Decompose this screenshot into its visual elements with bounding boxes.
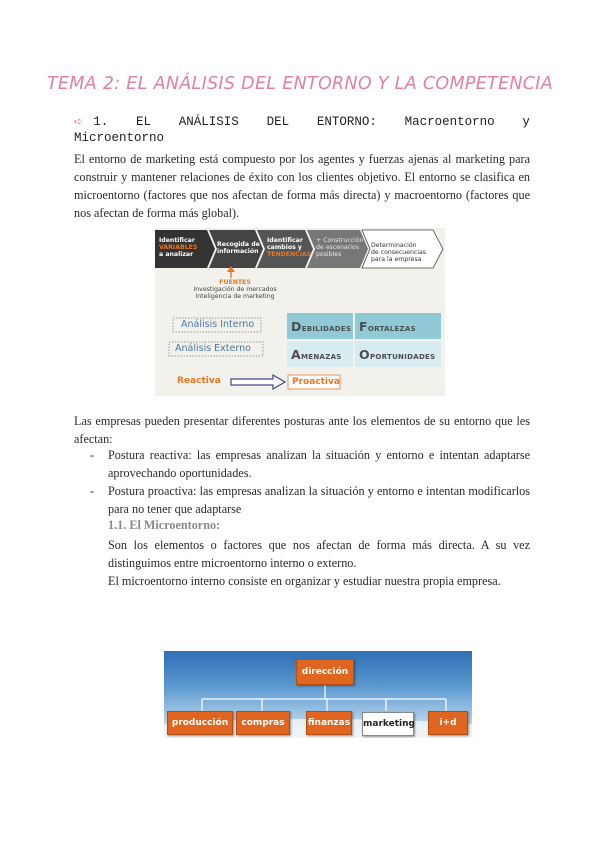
step1-label: a analizar xyxy=(159,251,194,258)
list-item xyxy=(74,482,530,518)
step3-label: Identificar xyxy=(267,237,303,244)
step4-label: + Construcción xyxy=(316,237,364,244)
org-box-compras: compras xyxy=(236,711,290,735)
heading-word: Macroentorno xyxy=(404,115,495,129)
swot-debilidades: DEBILIDADES xyxy=(291,319,352,334)
step2-label: información xyxy=(217,248,259,255)
step5-label: para la empresa xyxy=(371,256,422,263)
bullet-dash: - xyxy=(90,448,95,462)
fuentes-item: Investigación de mercados xyxy=(193,286,277,293)
heading-word: DEL xyxy=(266,115,290,129)
bullet-dash: - xyxy=(90,484,95,498)
reactiva-label: Reactiva xyxy=(177,376,221,386)
step5-label: de consecuencias xyxy=(371,249,427,256)
bullet-list xyxy=(74,446,530,518)
swot-fortalezas: FORTALEZAS xyxy=(359,319,416,334)
fuentes-label: FUENTES xyxy=(219,279,251,286)
analysis-diagram xyxy=(155,228,445,396)
heading-word: ANÁLISIS xyxy=(178,115,239,129)
step3-label: TENDENCIAS xyxy=(267,251,312,258)
step5-label: Determinación xyxy=(371,242,417,249)
paragraph-interno: El microentorno interno consiste en organizar y estudiar nuestra propia empresa. xyxy=(108,574,501,588)
step3-label: cambios y xyxy=(267,244,302,251)
section-heading xyxy=(74,114,530,146)
proactiva-label: Proactiva xyxy=(292,377,340,387)
step1-label: Identificar xyxy=(159,237,195,244)
org-box-finanzas: finanzas xyxy=(306,711,352,735)
arrow-right-icon: ➪ xyxy=(74,115,84,128)
analisis-interno-label: Análisis Interno xyxy=(181,319,255,330)
step2-label: Recogida de xyxy=(217,241,260,248)
list-item xyxy=(74,446,530,482)
fuentes-item: Inteligencia de marketing xyxy=(195,293,275,300)
org-box-marketing: marketing xyxy=(362,712,414,736)
step1-label: VARIABLES xyxy=(159,244,198,251)
heading-number: 1. xyxy=(93,115,109,129)
heading-word: y xyxy=(522,115,530,129)
bullet-text: Postura proactiva: las empresas analizan la situación y entorno e intentan modificarlos para no tener que adaptarse xyxy=(108,484,530,516)
subsection-heading: 1.1. El Microentorno: xyxy=(108,518,221,532)
page-title: TEMA 2: EL ANÁLISIS DEL ENTORNO Y LA COMPETENCIA xyxy=(46,74,554,94)
heading-word: Microentorno xyxy=(74,131,165,145)
analisis-externo-label: Análisis Externo xyxy=(175,343,251,354)
heading-word: EL xyxy=(136,115,152,129)
paragraph-posturas: Las empresas pueden presentar diferentes posturas ante los elementos de su entorno que les afectan: xyxy=(74,414,530,446)
paragraph-microentorno: Son los elementos o factores que nos afectan de forma más directa. A su vez distinguimos entre microentorno interno o externo. xyxy=(108,538,530,570)
step4-label: de escenarios xyxy=(316,244,359,251)
paragraph-intro: El entorno de marketing está compuesto por los agentes y fuerzas ajenas al marketing para construir y mantener relaciones de éxito con los clientes objetivo. El entorno se clasifica en microentorno (factores que nos afectan de forma más directa) y macroentorno (factores que nos afectan de forma más global). xyxy=(74,152,530,220)
org-box-produccion: producción xyxy=(167,711,233,735)
heading-word: ENTORNO: xyxy=(316,115,377,129)
swot-amenazas: AMENAZAS xyxy=(291,347,342,362)
bullet-text: Postura reactiva: las empresas analizan la situación y entorno e intentan adaptarse aprovechando oportunidades. xyxy=(108,448,530,480)
swot-oportunidades: OPORTUNIDADES xyxy=(359,347,436,362)
org-chart xyxy=(164,651,472,738)
reactiva-to-proactiva-arrow xyxy=(231,375,285,389)
org-box-direccion: dirección xyxy=(296,659,354,685)
step4-label: posibles xyxy=(316,251,342,258)
org-box-id: i+d xyxy=(428,711,468,735)
